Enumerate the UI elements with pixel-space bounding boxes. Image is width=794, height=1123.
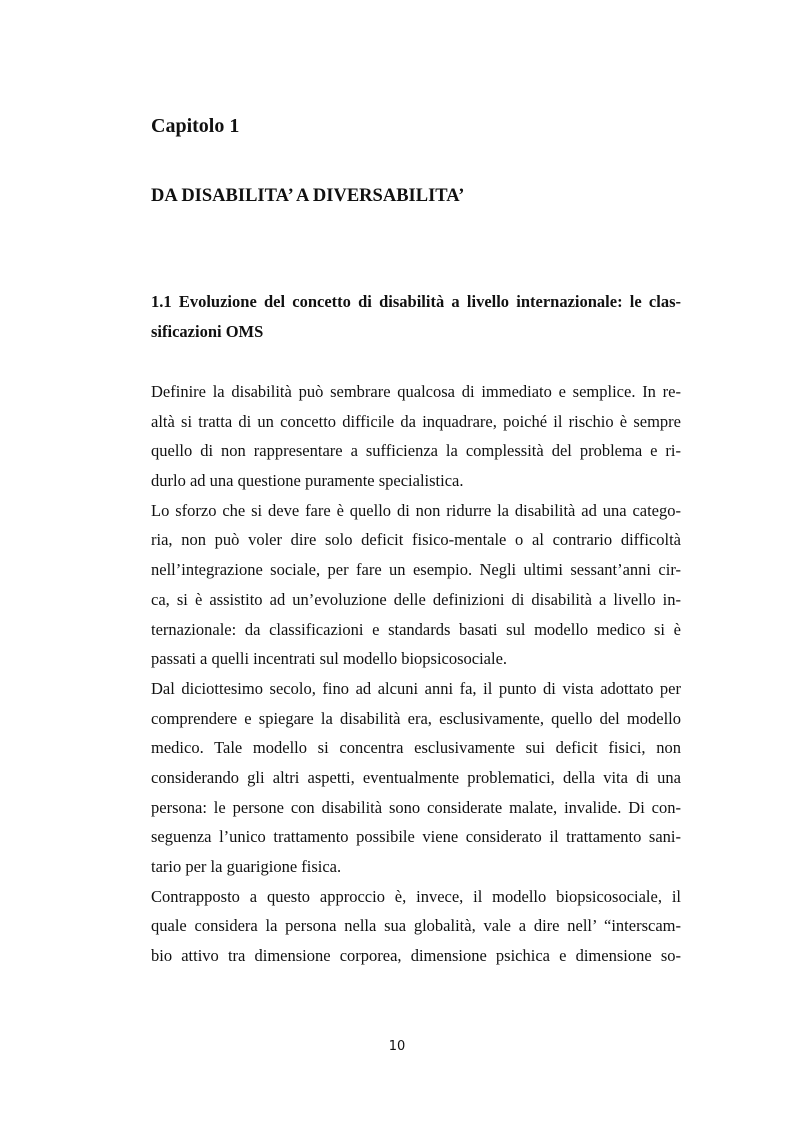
section-heading — [151, 287, 681, 346]
page-number: 10 — [388, 1039, 406, 1054]
body-line: Definire la disabilità può sembrare qualcosa di immediato e semplice. In re- — [151, 382, 681, 401]
body-line: quello di non rappresentare a sufficienza la complessità del problema e ri- — [151, 441, 681, 461]
body-line: ternazionale: da classificazioni e standards basati sul modello medico si è — [151, 619, 681, 639]
chapter-title: DA DISABILITA’ A DIVERSABILITA’ — [151, 186, 465, 206]
body-line: comprendere e spiegare la disabilità era, esclusivamente, quello del modello — [151, 708, 681, 728]
body-line: ria, non può voler dire solo deficit fisico-mentale o al contrario difficoltà — [151, 530, 681, 550]
body-line: persona: le persone con disabilità sono considerate malate, invalide. Di con- — [151, 797, 681, 817]
section-heading-line: 1.1 Evoluzione del concetto di disabilità a livello internazionale: le clas- — [151, 292, 681, 311]
body-line: passati a quelli incentrati sul modello biopsicosociale. — [151, 649, 508, 669]
section-heading-line: sificazioni OMS — [151, 321, 264, 341]
body-line: Lo sforzo che si deve fare è quello di non ridurre la disabilità ad una catego- — [151, 500, 681, 520]
body-line: bio attivo tra dimensione corporea, dimensione psichica e dimensione so- — [151, 946, 681, 966]
body-line: tario per la guarigione fisica. — [151, 857, 342, 876]
body-line: durlo ad una questione puramente specialistica. — [151, 471, 464, 491]
body-line: Dal diciottesimo secolo, fino ad alcuni anni fa, il punto di vista adottato per — [151, 678, 681, 698]
body-line: Contrapposto a questo approccio è, invece, il modello biopsicosociale, il — [151, 886, 681, 906]
body-line: considerando gli altri aspetti, eventualmente problematici, della vita di una — [151, 767, 681, 787]
body-line: altà si tratta di un concetto difficile da inquadrare, poiché il rischio è sempre — [151, 411, 681, 431]
body-line: seguenza l’unico trattamento possibile viene considerato il trattamento sani- — [151, 827, 681, 847]
body-line: ca, si è assistito ad un’evoluzione delle definizioni di disabilità a livello in- — [151, 589, 681, 609]
chapter-label: Capitolo 1 — [151, 115, 240, 137]
body-line: quale considera la persona nella sua globalità, vale a dire nell’ “interscam- — [151, 916, 681, 936]
body-line: nell’integrazione sociale, per fare un esempio. Negli ultimi sessant’anni cir- — [151, 560, 681, 580]
body-text — [151, 377, 681, 971]
body-line: medico. Tale modello si concentra esclusivamente sui deficit fisici, non — [151, 738, 681, 758]
